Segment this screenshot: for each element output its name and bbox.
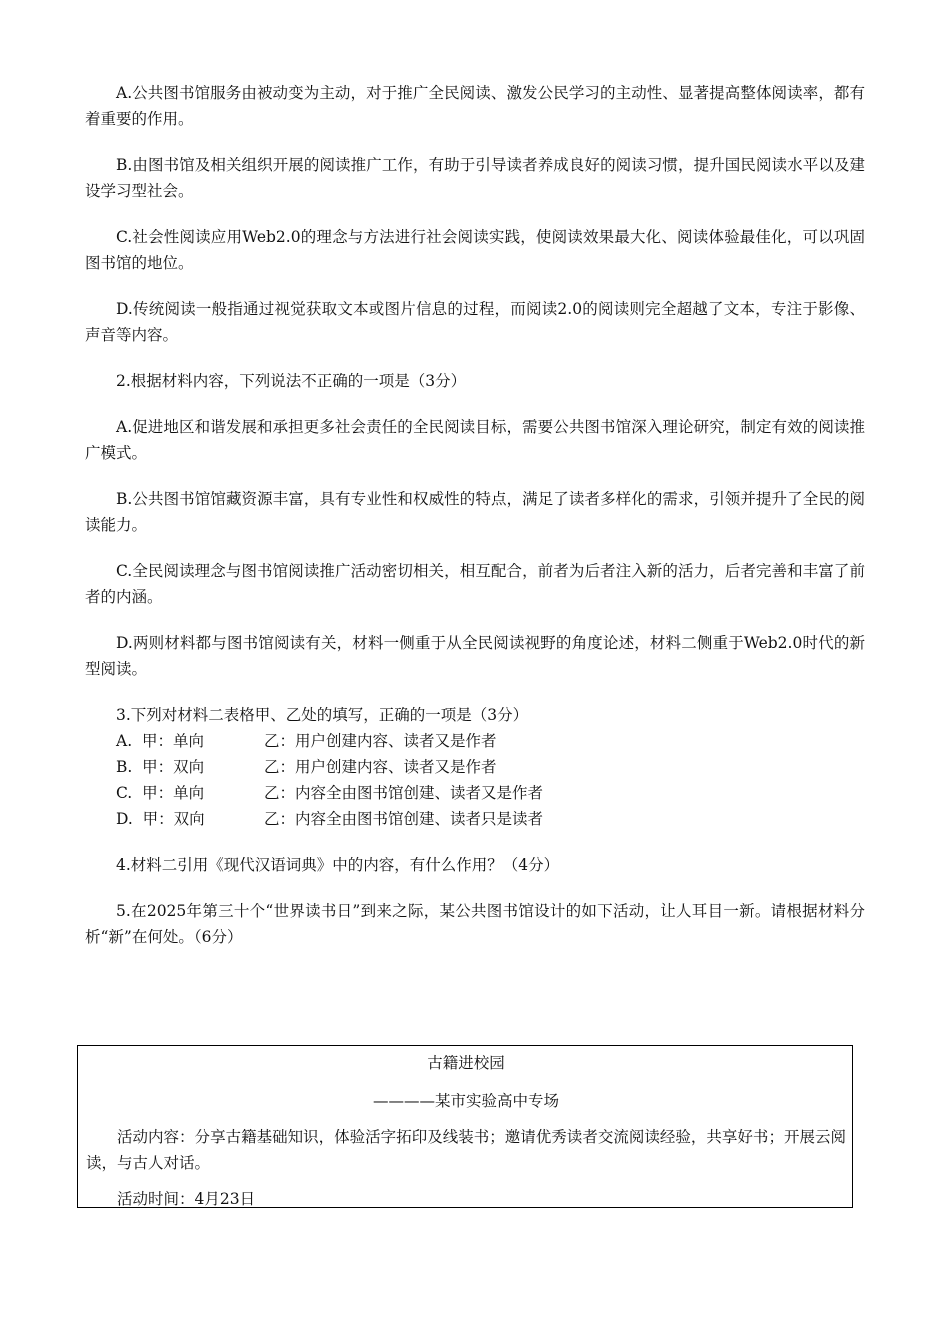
q3-option-b: [85, 754, 865, 780]
q3-option-d-yi: 乙：内容全由图书馆创建、读者只是读者: [264, 810, 544, 828]
q3-option-a-jia: A. 甲：单向: [116, 732, 204, 750]
activity-content: 活动内容：分享古籍基础知识，体验活字拓印及线装书；邀请优秀读者交流阅读经验，共享好书；开展云阅读，与古人对话。: [86, 1128, 846, 1172]
q3-option-b-jia: B. 甲：双向: [116, 758, 205, 776]
activity-box: [77, 1045, 853, 1208]
q4-stem: 4.材料二引用《现代汉语词典》中的内容，有什么作用？（4分）: [116, 856, 560, 874]
q1-option-c: C.社会性阅读应用Web2.0的理念与方法进行社会阅读实践，使阅读效果最大化、阅读体验最佳化，可以巩固图书馆的地位。: [85, 228, 865, 272]
question-page: [85, 80, 865, 950]
activity-time: 活动时间：4月23日: [117, 1190, 256, 1208]
q3-stem: 3.下列对材料二表格甲、乙处的填写，正确的一项是（3分）: [116, 706, 529, 724]
q1-option-d: D.传统阅读一般指通过视觉获取文本或图片信息的过程，而阅读2.0的阅读则完全超越了文本，专注于影像、声音等内容。: [85, 300, 865, 344]
q3-option-c-jia: C. 甲：单向: [116, 784, 205, 802]
q3-option-b-yi: 乙：用户创建内容、读者又是作者: [264, 758, 497, 776]
q2-option-b: B.公共图书馆馆藏资源丰富，具有专业性和权威性的特点，满足了读者多样化的需求，引领并提升了全民的阅读能力。: [85, 490, 865, 534]
q1-option-b: B.由图书馆及相关组织开展的阅读推广工作，有助于引导读者养成良好的阅读习惯，提升国民阅读水平以及建设学习型社会。: [85, 156, 865, 200]
activity-title: 古籍进校园: [427, 1054, 505, 1072]
q3-option-d-jia: D. 甲：双向: [116, 810, 205, 828]
activity-subtitle: ————某市实验高中专场: [372, 1092, 559, 1110]
q2-option-c: C.全民阅读理念与图书馆阅读推广活动密切相关，相互配合，前者为后者注入新的活力，后者完善和丰富了前者的内涵。: [85, 562, 865, 606]
q1-option-a: A.公共图书馆服务由被动变为主动，对于推广全民阅读、激发公民学习的主动性、显著提高整体阅读率，都有着重要的作用。: [85, 84, 865, 128]
q3-option-a: [85, 728, 865, 754]
q3-option-c-yi: 乙：内容全由图书馆创建、读者又是作者: [264, 784, 544, 802]
q2-option-d: D.两则材料都与图书馆阅读有关，材料一侧重于从全民阅读视野的角度论述，材料二侧重于Web2.0时代的新型阅读。: [85, 634, 865, 678]
q3-option-c: [85, 780, 865, 806]
q3-option-a-yi: 乙：用户创建内容、读者又是作者: [264, 732, 497, 750]
q2-stem: 2.根据材料内容，下列说法不正确的一项是（3分）: [116, 372, 467, 390]
q2-option-a: A.促进地区和谐发展和承担更多社会责任的全民阅读目标，需要公共图书馆深入理论研究，制定有效的阅读推广模式。: [85, 418, 865, 462]
q5-stem: 5.在2025年第三十个“世界读书日”到来之际，某公共图书馆设计的如下活动，让人耳目一新。请根据材料分析“新”在何处。（6分）: [85, 902, 865, 946]
q3-option-d: [85, 806, 865, 832]
